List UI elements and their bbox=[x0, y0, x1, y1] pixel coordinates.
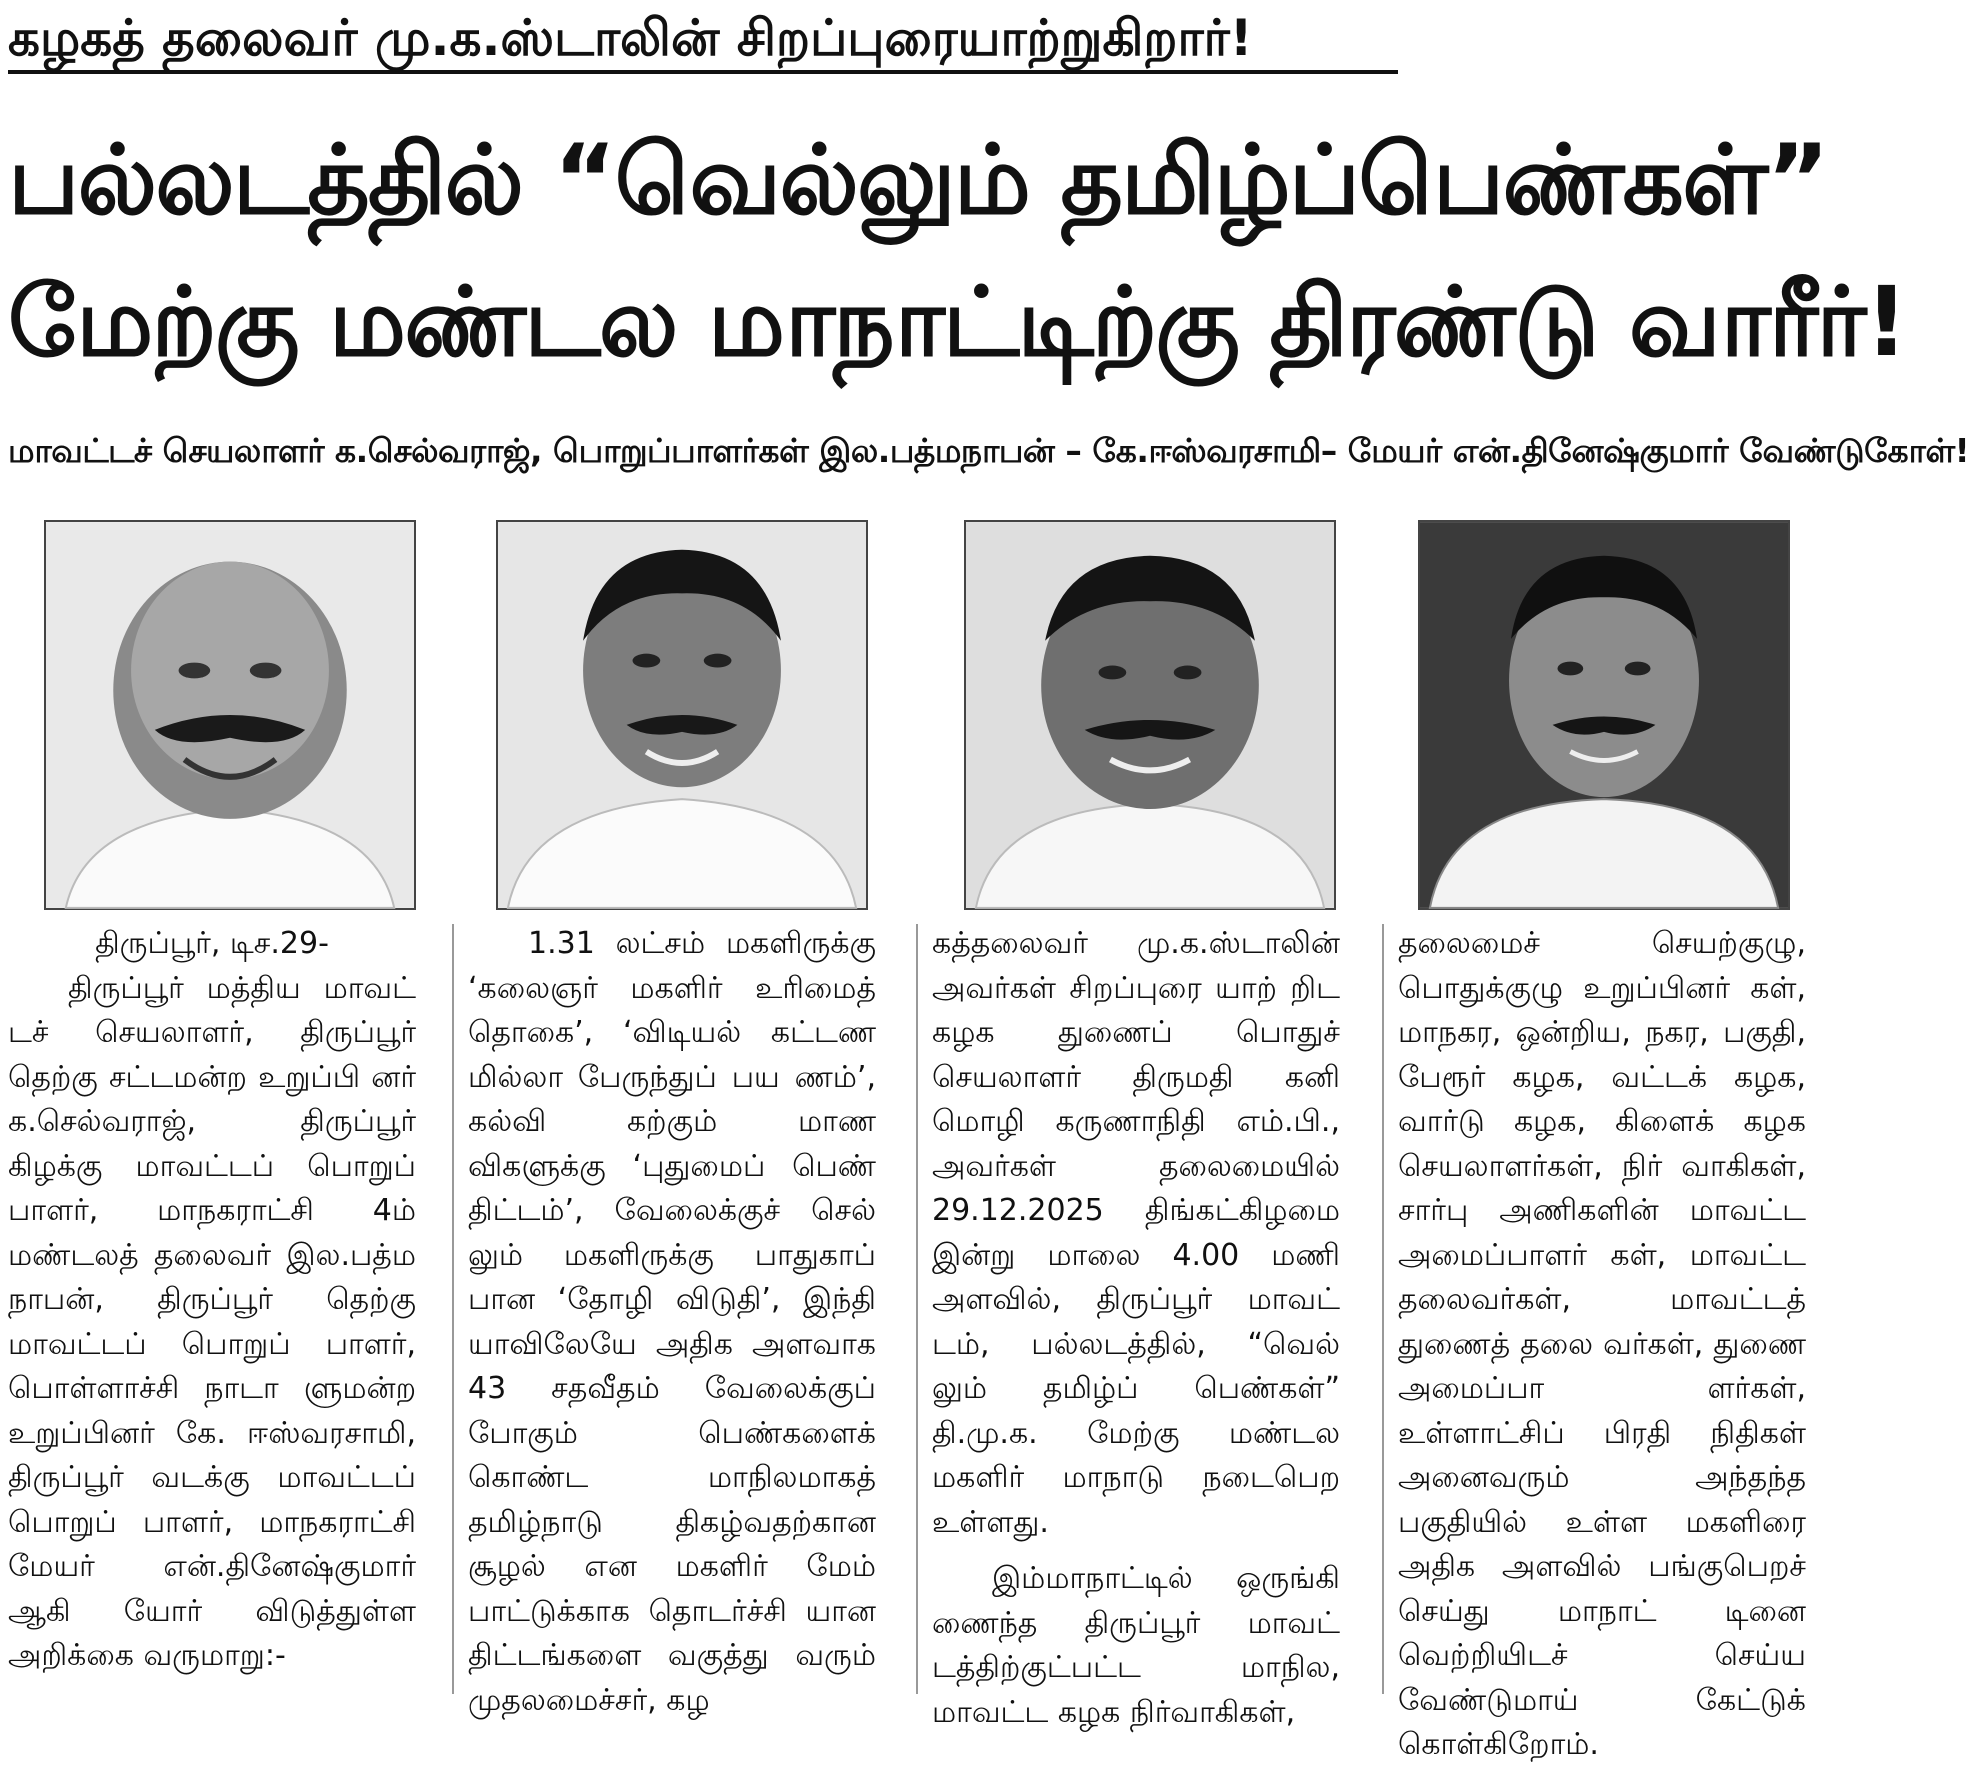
column-rule bbox=[916, 924, 918, 1694]
article-column-1 bbox=[8, 922, 416, 1702]
portrait-photo-icon bbox=[1420, 522, 1788, 908]
portrait-photo-4 bbox=[1418, 520, 1790, 910]
article-column-4 bbox=[1398, 922, 1806, 1762]
kicker-line: கழகத் தலைவர் மு.க.ஸ்டாலின் சிறப்புரையாற்றுகிறார்! bbox=[8, 6, 1398, 74]
paragraph: திருப்பூர் மத்திய மாவட் டச் செயலாளர், திருப்பூர் தெற்கு சட்டமன்ற உறுப்பி னர் க.செல்வராஜ், திருப்பூர் கிழக்கு மாவட்டப் பொறுப் பாளர், மாநகராட்சி 4ம் மண்டலத் தலைவர் இல.பத்ம நாபன், திருப்பூர் தெற்கு மாவட்டப் பொறுப் பாளர், பொள்ளாச்சி நாடா ளுமன்ற உறுப்பினர் கே. ஈஸ்வரசாமி, திருப்பூர் வடக்கு மாவட்டப் பொறுப் பாளர், மாநகராட்சி மேயர் என்.தினேஷ்குமார் ஆகி யோர் விடுத்துள்ள அறிக்கை வருமாறு:- bbox=[8, 970, 416, 1673]
column-rule bbox=[452, 924, 454, 1694]
headline-line-2: மேற்கு மண்டல மாநாட்டிற்கு திரண்டு வாரீர்! bbox=[8, 266, 1907, 378]
portrait-photo-2 bbox=[496, 520, 868, 910]
portrait-photo-icon bbox=[498, 522, 866, 908]
article-column-2 bbox=[468, 922, 876, 1718]
portrait-photo-1 bbox=[44, 520, 416, 910]
portrait-photo-icon bbox=[46, 522, 414, 908]
paragraph: கத்தலைவர் மு.க.ஸ்டாலின் அவர்கள் சிறப்புரை யாற் றிட கழக துணைப் பொதுச் செயலாளர் திருமதி கனி மொழி கருணாநிதி எம்.பி., அவர்கள் தலைமையில் 29.12.2025 திங்கட்கிழமை இன்று மாலை 4.00 மணி அளவில், திருப்பூர் மாவட் டம், பல்லடத்தில், “வெல் லும் தமிழ்ப் பெண்கள்” தி.மு.க. மேற்கு மண்டல மகளிர் மாநாடு நடைபெற உள்ளது. bbox=[932, 926, 1340, 1540]
subheadline: மாவட்டச் செயலாளர் க.செல்வராஜ், பொறுப்பாளர்கள் இல.பத்மநாபன் – கே.ஈஸ்வரசாமி– மேயர் என்.தினேஷ்குமார் வேண்டுகோள்! bbox=[8, 431, 1969, 470]
portrait-photo-icon bbox=[966, 522, 1334, 908]
article-column-3 bbox=[932, 922, 1340, 1730]
paragraph: தலைமைச் செயற்குழு, பொதுக்குழு உறுப்பினர் கள், மாநகர, ஒன்றிய, நகர, பகுதி, பேரூர் கழக, வட்டக் கழக, வார்டு கழக, கிளைக் கழக செயலாளர்கள், நிர் வாகிகள், சார்பு அணிகளின் மாவட்ட அமைப்பாளர் கள், மாவட்ட தலைவர்கள், மாவட்டத் துணைத் தலை வர்கள், துணை அமைப்பா ளர்கள், உள்ளாட்சிப் பிரதி நிதிகள் அனைவரும் அந்தந்த பகுதியில் உள்ள மகளிரை அதிக அளவில் பங்குபெறச் செய்து மாநாட் டினை வெற்றியிடச் செய்ய வேண்டுமாய் கேட்டுக் கொள்கிறோம். bbox=[1398, 926, 1806, 1762]
column-rule bbox=[1382, 924, 1384, 1694]
headline-line-1: பல்லடத்தில் “வெல்லும் தமிழ்ப்பெண்கள்” bbox=[8, 124, 1828, 236]
portrait-photo-3 bbox=[964, 520, 1336, 910]
paragraph: 1.31 லட்சம் மகளிருக்கு ‘கலைஞர் மகளிர் உரிமைத் தொகை’, ‘விடியல் கட்டண மில்லா பேருந்துப் பய ணம்’, கல்வி கற்கும் மாண விகளுக்கு ‘புதுமைப் பெண் திட்டம்’, வேலைக்குச் செல் லும் மகளிருக்கு பாதுகாப் பான ‘தோழி விடுதி’, இந்தி யாவிலேயே அதிக அளவாக 43 சதவீதம் வேலைக்குப் போகும் பெண்களைக் கொண்ட மாநிலமாகத் தமிழ்நாடு திகழ்வதற்கான சூழல் என மகளிர் மேம் பாட்டுக்காக தொடர்ச்சி யான திட்டங்களை வகுத்து வரும் முதலமைச்சர், கழ bbox=[468, 926, 876, 1718]
paragraph: இம்மாநாட்டில் ஒருங்கி ணைந்த திருப்பூர் மாவட் டத்திற்குட்பட்ட மாநில, மாவட்ட கழக நிர்வாகிகள், bbox=[932, 1561, 1340, 1730]
dateline: திருப்பூர், டிச.29- bbox=[95, 926, 329, 961]
